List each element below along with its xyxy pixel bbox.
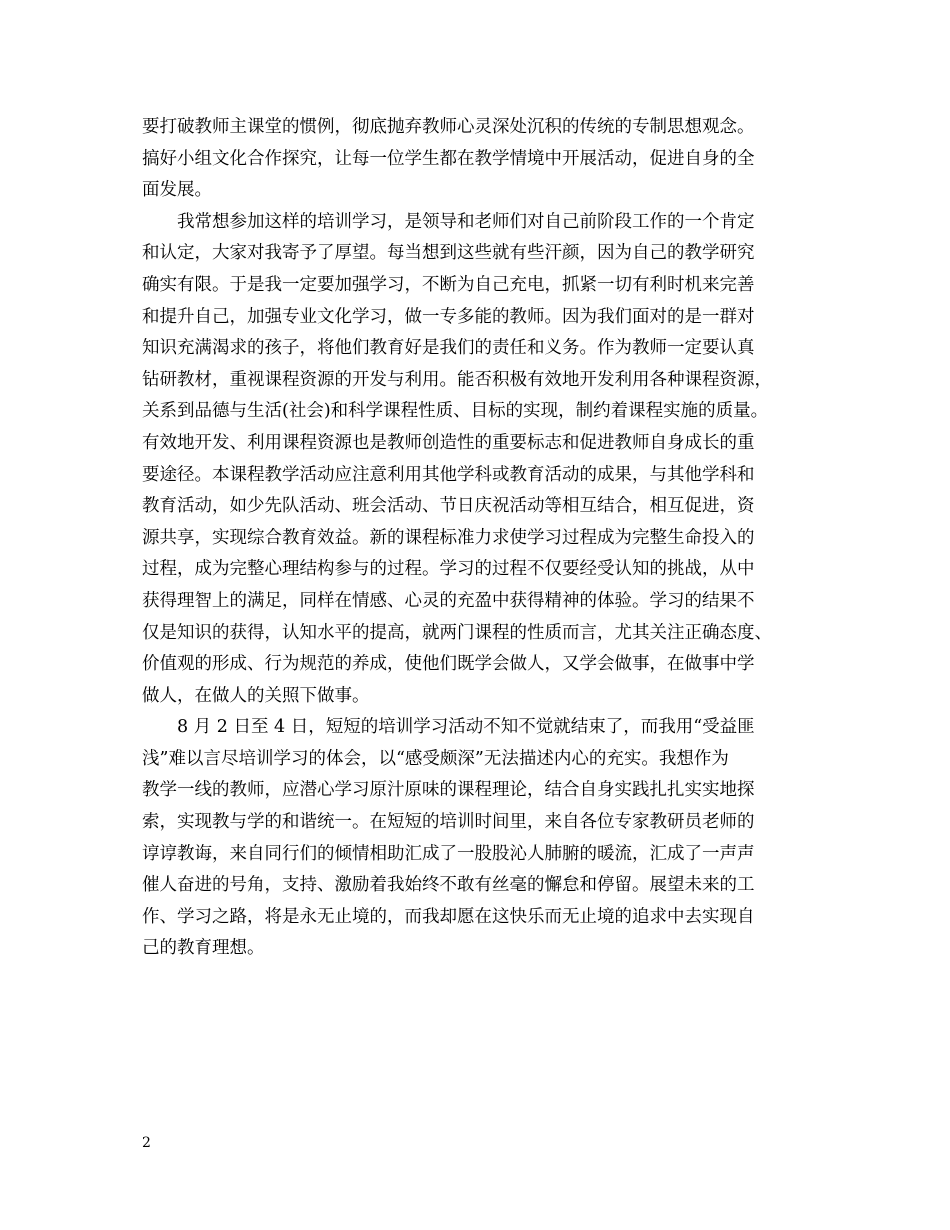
text-line: 做人，在做人的关照下做事。 (142, 685, 370, 706)
text-line: 作、学习之路，将是永无止境的，而我却愿在这快乐而无止境的追求中去实现自 (142, 906, 755, 927)
text-line: 和认定，大家对我寄予了厚望。每当想到这些就有些汗颜，因为自己的教学研究 (142, 243, 755, 264)
text-line: 钻研教材，重视课程资源的开发与利用。能否积极有效地开发利用各种课程资源， (142, 369, 772, 390)
text-line: 获得理智上的满足，同样在情感、心灵的充盈中获得精神的体验。学习的结果不 (142, 590, 755, 611)
text-line: 索，实现教与学的和谐统一。在短短的培训时间里，来自各位专家教研员老师的 (142, 812, 755, 833)
text-line: 面发展。 (142, 180, 212, 201)
page-number: 2 (142, 1135, 151, 1151)
text-line: 和提升自己，加强专业文化学习，做一专多能的教师。因为我们面对的是一群对 (142, 306, 755, 327)
text-line: 知识充满渴求的孩子，将他们教育好是我们的责任和义务。作为教师一定要认真 (142, 338, 755, 359)
text-line: 谆谆教诲，来自同行们的倾情相助汇成了一股股沁人肺腑的暖流，汇成了一声声 (142, 843, 755, 864)
paragraph (142, 207, 817, 713)
text-line: 浅”难以言尽培训学习的体会，以“感受颇深”无法描述内心的充实。我想作为 (142, 748, 729, 769)
text-line: 教育活动，如少先队活动、班会活动、节日庆祝活动等相互结合，相互促进，资 (142, 496, 755, 517)
text-line: 教学一线的教师，应潜心学习原汁原味的课程理论，结合自身实践扎扎实实地探 (142, 780, 755, 801)
text-line: 要途径。本课程教学活动应注意利用其他学科或教育活动的成果，与其他学科和 (142, 464, 755, 485)
text-line: 有效地开发、利用课程资源也是教师创造性的重要标志和促进教师自身成长的重 (142, 432, 755, 453)
text-line: 过程，成为完整心理结构参与的过程。学习的过程不仅要经受认知的挑战，从中 (142, 559, 755, 580)
text-line: 价值观的形成、行为规范的养成，使他们既学会做人，又学会做事，在做事中学 (142, 654, 755, 675)
text-line: 源共享，实现综合教育效益。新的课程标准力求使学习过程成为完整生命投入的 (142, 527, 755, 548)
text-line: 搞好小组文化合作探究，让每一位学生都在教学情境中开展活动，促进自身的全 (142, 148, 755, 169)
text-line: 己的教育理想。 (142, 938, 265, 959)
text-line: 我常想参加这样的培训学习，是领导和老师们对自己前阶段工作的一个肯定 (177, 211, 755, 232)
paragraph (142, 112, 817, 207)
text-line: 仅是知识的获得，认知水平的提高，就两门课程的性质而言，尤其关注正确态度、 (142, 622, 772, 643)
paragraph (142, 712, 817, 965)
text-line: 关系到品德与生活(社会)和科学课程性质、目标的实现，制约着课程实施的质量。 (142, 401, 769, 422)
text-line: 要打破教师主课堂的惯例，彻底抛弃教师心灵深处沉积的传统的专制思想观念。 (142, 117, 755, 137)
text-line: 8 月 2 日至 4 日，短短的培训学习活动不知不觉就结束了，而我用“受益匪 (177, 717, 755, 738)
body-text (142, 112, 817, 965)
text-line: 催人奋进的号角，支持、激励着我始终不敢有丝毫的懈怠和停留。展望未来的工 (142, 875, 755, 896)
text-line: 确实有限。于是我一定要加强学习，不断为自己充电，抓紧一切有利时机来完善 (142, 274, 755, 295)
